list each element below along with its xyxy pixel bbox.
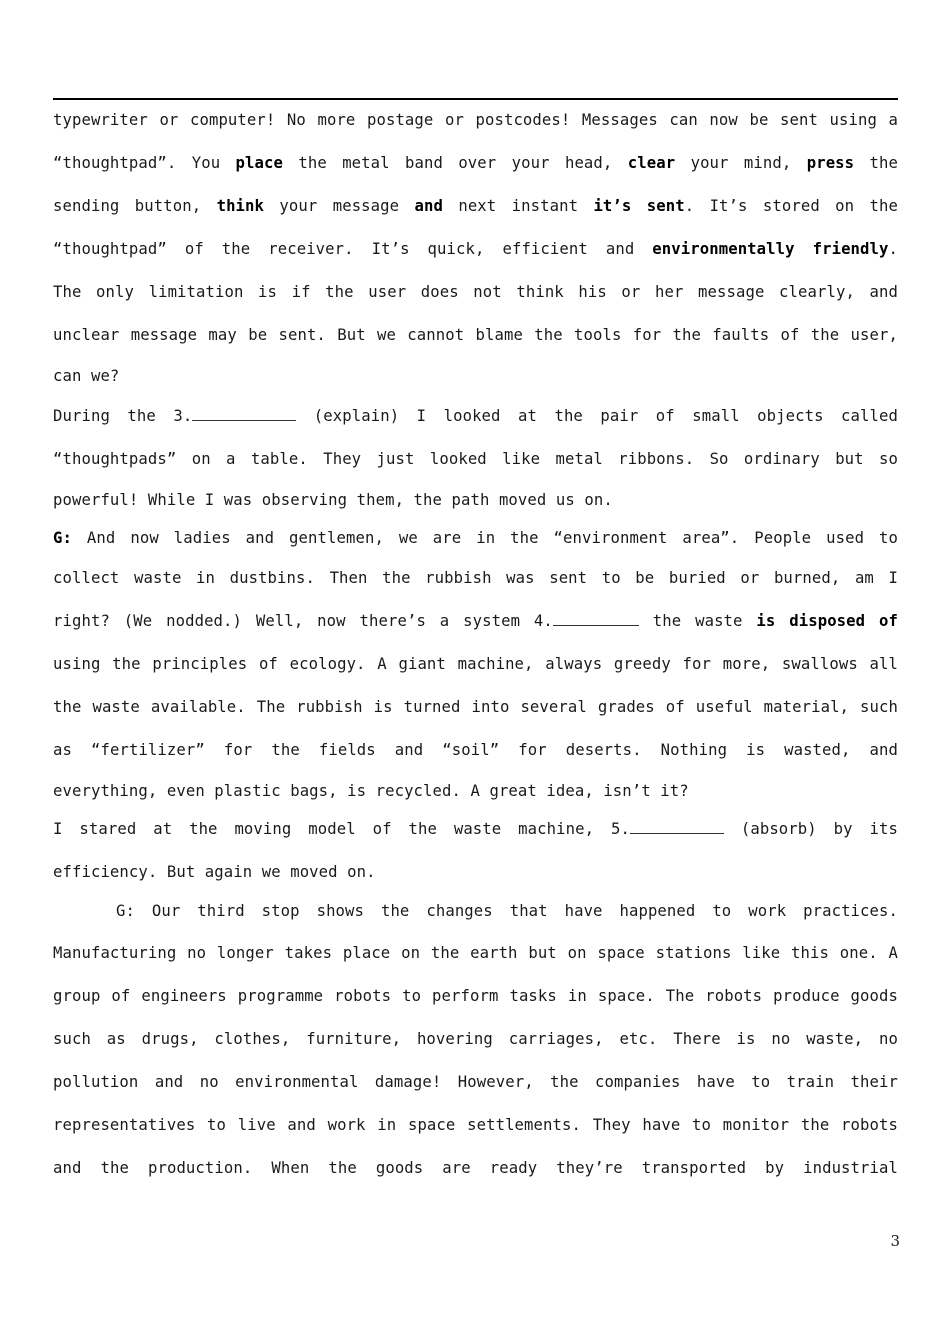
answer-blank-3[interactable] (192, 404, 296, 421)
text-run: I stared at the moving model of the waste machine, 5. (53, 820, 630, 838)
text-line: as “fertilizer” for the fields and “soil” for deserts. Nothing is wasted, and (53, 741, 898, 759)
text-line (53, 228, 898, 271)
paragraph-question-5 (53, 810, 898, 896)
paragraph-environment-area (53, 519, 898, 810)
text-line: unclear message may be sent. But we cannot blame the tools for the faults of the user, (53, 326, 898, 344)
text-run: the metal band over your head, (283, 154, 628, 172)
keyword-its-sent: it’s sent (593, 197, 685, 215)
text-line: collect waste in dustbins. Then the rubbish was sent to be buried or burned, am I (53, 569, 898, 587)
keyword-is-disposed-of: is disposed of (756, 612, 898, 630)
paragraph-third-stop (53, 896, 898, 1190)
keyword-place: place (235, 154, 283, 172)
keyword-environmentally-friendly: environmentally friendly (652, 240, 889, 258)
text-run: And now ladies and gentlemen, we are in the “environment area”. People used to (71, 529, 898, 547)
speaker-label: G: (53, 529, 72, 547)
text-run: the (854, 154, 899, 172)
text-line (53, 142, 898, 185)
text-run: your mind, (675, 154, 807, 172)
text-run: During the 3. (53, 407, 193, 425)
text-run: “thoughtpad”. You (53, 154, 236, 172)
keyword-and: and (414, 197, 443, 215)
text-run: (explain) I looked at the pair of small objects called (296, 407, 898, 425)
keyword-clear: clear (627, 154, 676, 172)
text-line (53, 395, 898, 438)
text-run: . (888, 240, 899, 258)
keyword-press: press (806, 154, 855, 172)
text-run: right? (We nodded.) Well, now there’s a system 4. (53, 612, 553, 630)
text-line (53, 600, 898, 643)
text-run: sending button, (53, 197, 217, 215)
page-number: 3 (890, 1232, 900, 1250)
text-line: the waste available. The rubbish is turned into several grades of useful material, such (53, 698, 898, 716)
text-line: representatives to live and work in space settlements. They have to monitor the robots (53, 1116, 898, 1134)
text-line: can we? (53, 367, 120, 385)
text-line: group of engineers programme robots to perform tasks in space. The robots produce goods (53, 987, 898, 1005)
text-line: using the principles of ecology. A giant machine, always greedy for more, swallows all (53, 655, 898, 673)
text-line (53, 519, 898, 557)
document-body (53, 99, 898, 1190)
text-line: Manufacturing no longer takes place on the earth but on space stations like this one. A (53, 944, 898, 962)
text-line: everything, even plastic bags, is recycled. A great idea, isn’t it? (53, 782, 689, 800)
paragraph-thoughtpad (53, 99, 898, 395)
text-run: next instant (442, 197, 594, 215)
text-run: (absorb) by its (723, 820, 898, 838)
keyword-think: think (216, 197, 265, 215)
text-run: the waste (638, 612, 757, 630)
answer-blank-5[interactable] (630, 817, 724, 834)
text-line: efficiency. But again we moved on. (53, 863, 376, 881)
text-line: The only limitation is if the user does not think his or her message clearly, and (53, 283, 898, 301)
answer-blank-4[interactable] (553, 609, 639, 626)
text-line: such as drugs, clothes, furniture, hovering carriages, etc. There is no waste, no (53, 1030, 898, 1048)
text-run: “thoughtpad” of the receiver. It’s quick, efficient and (53, 240, 653, 258)
text-line: pollution and no environmental damage! However, the companies have to train their (53, 1073, 898, 1091)
text-line: “thoughtpads” on a table. They just looked like metal ribbons. So ordinary but so (53, 450, 898, 468)
text-line (53, 185, 898, 228)
paragraph-question-3 (53, 395, 898, 519)
text-line (53, 810, 898, 848)
text-line: G: Our third stop shows the changes that have happened to work practices. (116, 902, 898, 920)
text-line: typewriter or computer! No more postage or postcodes! Messages can now be sent using a (53, 111, 898, 129)
text-line: powerful! While I was observing them, the path moved us on. (53, 491, 613, 509)
text-run: . It’s stored on the (684, 197, 898, 215)
text-run: your message (264, 197, 415, 215)
text-line: and the production. When the goods are ready they’re transported by industrial (53, 1159, 898, 1177)
